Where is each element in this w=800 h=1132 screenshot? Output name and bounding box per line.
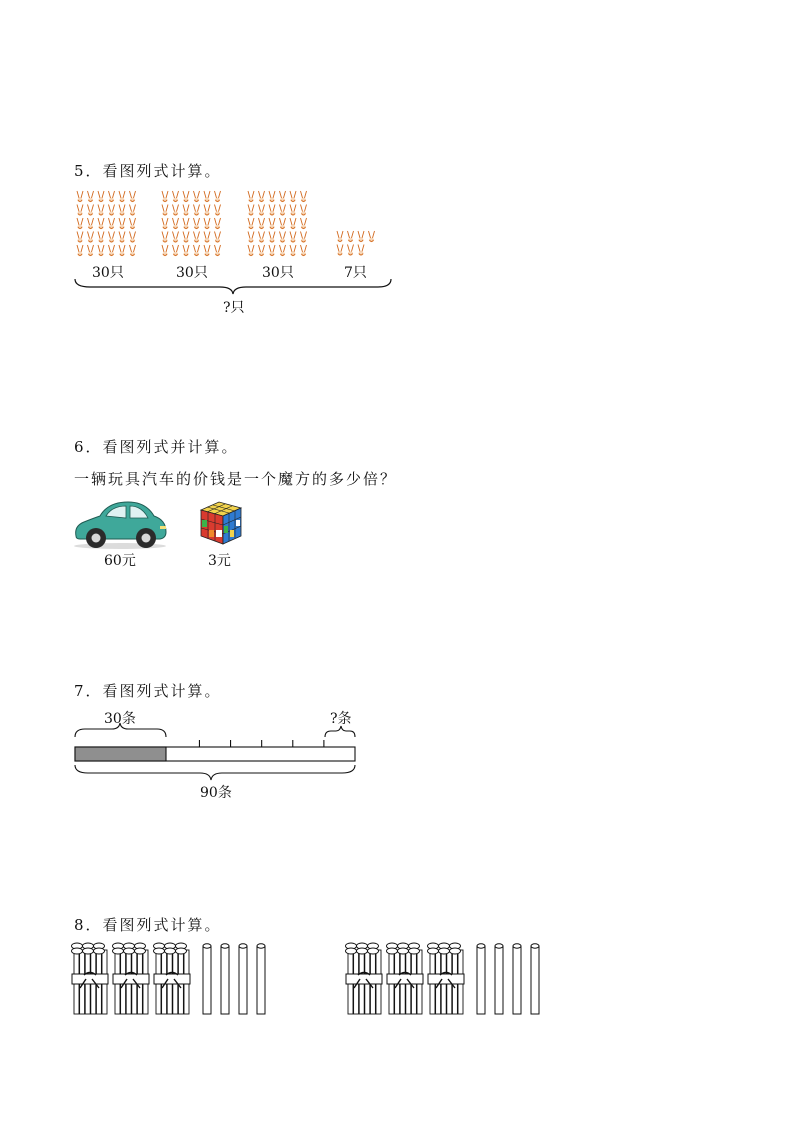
stick-bundle-right-2 bbox=[387, 943, 424, 1014]
stick-bundle-right-1 bbox=[346, 943, 383, 1014]
single-stick-right-4 bbox=[531, 944, 539, 1014]
single-stick-left-1 bbox=[203, 944, 211, 1014]
group-label-4: 7只 bbox=[344, 265, 367, 281]
car-price-label: 60元 bbox=[104, 553, 136, 569]
q8-title: 8．看图列式计算。 bbox=[74, 916, 222, 934]
group-label-2: 30只 bbox=[176, 265, 208, 281]
single-stick-right-3 bbox=[513, 944, 521, 1014]
single-stick-right-1 bbox=[477, 944, 485, 1014]
group-label-1: 30只 bbox=[92, 265, 124, 281]
single-stick-left-3 bbox=[239, 944, 247, 1014]
bottom-label: 90条 bbox=[200, 785, 232, 801]
total-label: ?只 bbox=[223, 300, 245, 316]
stick-bundle-left-1 bbox=[72, 943, 109, 1014]
stick-bundle-left-2 bbox=[113, 943, 150, 1014]
single-stick-right-2 bbox=[495, 944, 503, 1014]
stick-bundle-right-3 bbox=[428, 943, 465, 1014]
group-label-3: 30只 bbox=[262, 265, 294, 281]
cube-price-label: 3元 bbox=[208, 553, 231, 569]
single-stick-left-4 bbox=[257, 944, 265, 1014]
q7-title: 7．看图列式计算。 bbox=[74, 682, 222, 700]
top-left-label: 30条 bbox=[104, 711, 136, 727]
q6-question: 一辆玩具汽车的价钱是一个魔方的多少倍？ bbox=[74, 470, 398, 488]
q5-title: 5．看图列式计算。 bbox=[74, 162, 222, 180]
top-right-label: ?条 bbox=[330, 711, 352, 727]
single-stick-left-2 bbox=[221, 944, 229, 1014]
q6-title: 6．看图列式并计算。 bbox=[74, 438, 239, 456]
stick-bundle-left-3 bbox=[154, 943, 191, 1014]
